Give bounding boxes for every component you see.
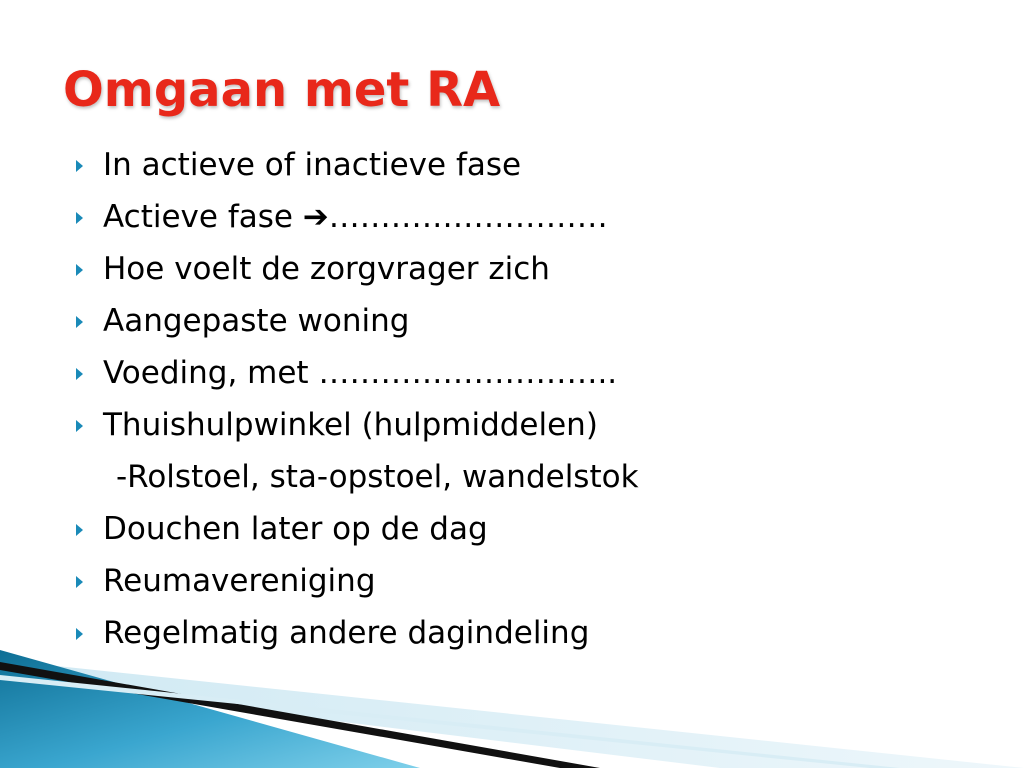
list-item-text: Hoe voelt de zorgvrager zich <box>103 251 550 287</box>
list-item-text: Douchen later op de dag <box>103 511 488 547</box>
list-item-text: In actieve of inactieve fase <box>103 147 522 183</box>
triangle-right-bullet-icon <box>76 316 83 328</box>
triangle-right-bullet-icon <box>76 576 83 588</box>
triangle-right-bullet-icon <box>76 524 83 536</box>
triangle-right-bullet-icon <box>76 420 83 432</box>
list-item-text: Thuishulpwinkel (hulpmiddelen) <box>103 407 598 443</box>
slide-title: Omgaan met RA <box>63 62 501 118</box>
triangle-right-bullet-icon <box>76 368 83 380</box>
list-subitem-text: -Rolstoel, sta-opstoel, wandelstok <box>116 459 639 495</box>
list-item-text: Reumavereniging <box>103 563 376 599</box>
decorative-swoosh <box>0 640 1024 768</box>
list-item-text: Actieve fase ➔……………………… <box>103 199 608 235</box>
list-item-text: Aangepaste woning <box>103 303 410 339</box>
list-item-text: Regelmatig andere dagindeling <box>103 615 590 651</box>
triangle-right-bullet-icon <box>76 160 83 172</box>
list-item-text: Voeding, met ……………………….. <box>103 355 618 391</box>
triangle-right-bullet-icon <box>76 628 83 640</box>
triangle-right-bullet-icon <box>76 264 83 276</box>
triangle-right-bullet-icon <box>76 212 83 224</box>
